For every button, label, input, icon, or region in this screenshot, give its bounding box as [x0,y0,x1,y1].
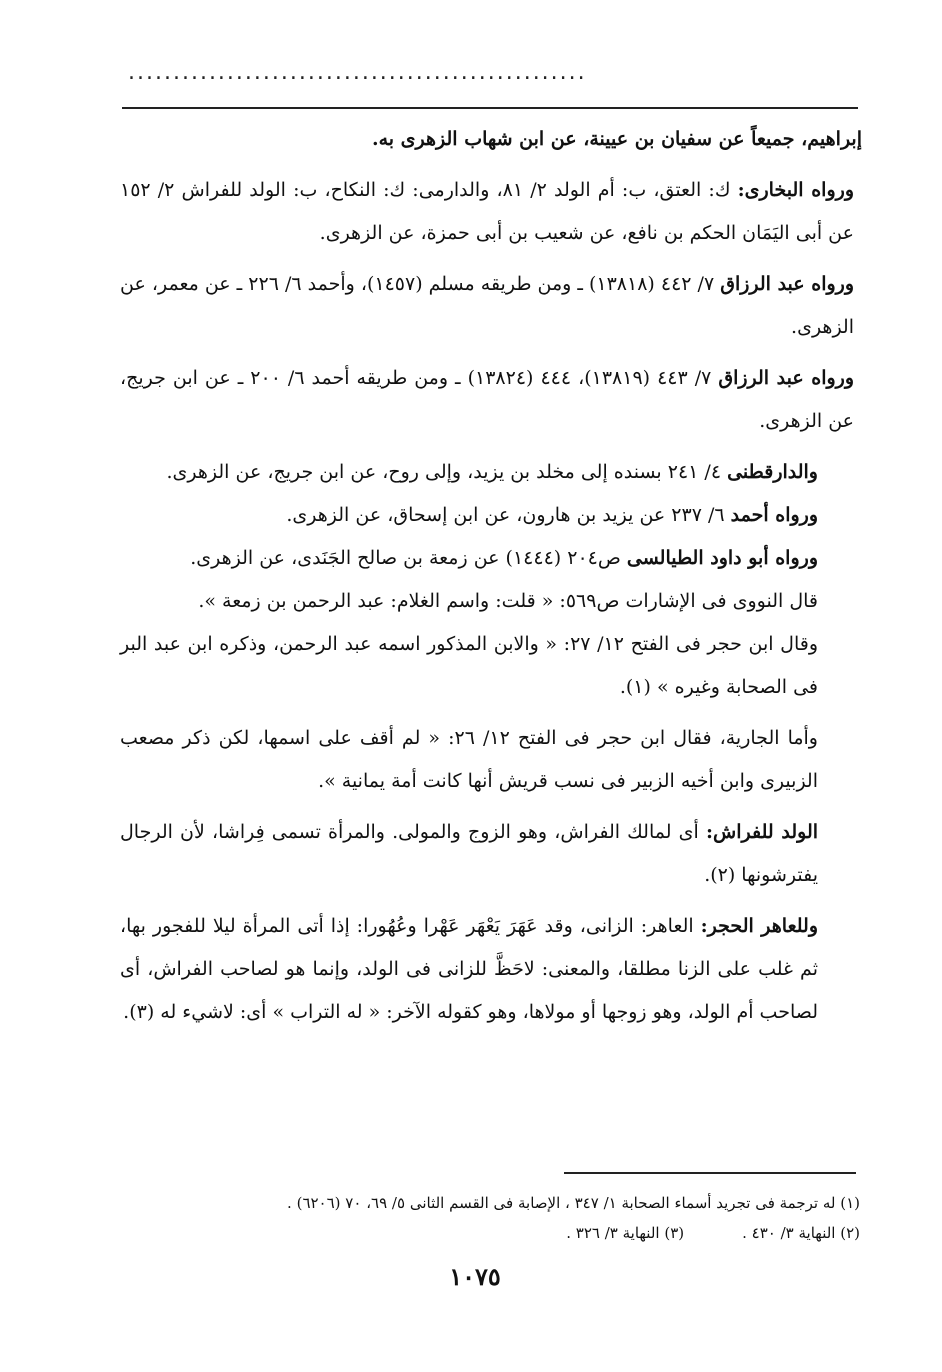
footnotes [140,1188,860,1248]
paragraph-5-text: ٤/ ٢٤١ بسنده إلى مخلد بن يزيد، وإلى روح، عن ابن جريج، عن الزهرى. [166,461,728,483]
main-text [120,118,862,1042]
paragraph-7 [120,537,862,580]
paragraph-5 [120,451,862,494]
paragraph-6 [120,494,862,537]
footnote-1: (١) له ترجمة فى تجريد أسماء الصحابة ١/ ٣٤٧ ، الإصابة فى القسم الثانى ٥/ ٦٩، ٧٠ (٦٢٠٦) . [287,1194,860,1212]
paragraph-11-text: أى لمالك الفراش، وهو الزوج والمولى. والمرأة تسمى فِراشا، لأن الرجال يفترشونها (٢). [120,821,818,886]
paragraph-2-lead: ورواه البخارى: [737,179,854,201]
paragraph-11 [120,811,862,897]
paragraph-12-text: العاهر: الزانى، وقد عَهَرَ يَعْهَر عَهْرا وعُهُورا: إذا أتى المرأة ليلا للفجور بها، ثم غلب على الزنا مطلقا، والمعنى: لاحَظَّ للزانى فى الولد، وإنما هو لصاحب الفراش، أى لصاحب أم الولد، وهو زوجها أو مولاها، وهو كقوله الآخر: « له التراب » أى: لاشيء له (٣). [120,915,818,1023]
page-number: ١٠٧٥ [449,1262,501,1291]
paragraph-4 [120,357,862,443]
footnote-row-2 [140,1218,860,1248]
paragraph-1-text: إبراهيم، جميعاً عن سفيان بن عيينة، عن ابن شهاب الزهرى به. [371,128,862,150]
header-dotted-line: ................................................... [128,60,587,85]
paragraph-3-text: ٧/ ٤٤٢ (١٣٨١٨) ـ ومن طريقه مسلم (١٤٥٧)، وأحمد ٦/ ٢٢٦ ـ عن معمر، عن الزهرى. [120,273,854,338]
paragraph-12 [120,905,862,1034]
paragraph-4-text: ٧/ ٤٤٣ (١٣٨١٩)، ٤٤٤ (١٣٨٢٤) ـ ومن طريقه أحمد ٦/ ٢٠٠ ـ عن ابن جريج، عن الزهرى. [120,367,854,432]
paragraph-3 [120,263,862,349]
paragraph-12-lead: وللعاهر الحجر: [700,915,819,937]
paragraph-6-text: ٦/ ٢٣٧ عن يزيد بن هارون، عن ابن إسحاق، عن الزهرى. [286,504,731,526]
footnote-3: (٣) النهاية ٣/ ٣٢٦ . [566,1224,685,1242]
paragraph-9 [120,623,862,709]
paragraph-4-lead: ورواه عبد الرزاق [718,367,855,389]
paragraph-2-text: ك: العتق، ب: أم الولد ٢/ ٨١، والدارمى: ك: النكاح، ب: الولد للفراش ٢/ ١٥٢ عن أبى اليَمَان الحكم بن نافع، عن شعيب بن أبى حمزة، عن الزهرى. [120,179,854,244]
paragraph-5-lead: والدارقطنى [727,461,818,483]
paragraph-8 [120,580,862,623]
paragraph-10 [120,717,862,803]
paragraph-7-text: ص٢٠٤ (١٤٤٤) عن زمعة بن صالح الجَنَدى، عن الزهرى. [190,547,627,569]
paragraph-9-text: وقال ابن حجر فى الفتح ١٢/ ٢٧: « والابن المذكور اسمه عبد الرحمن، وذكره ابن عبد البر فى الصحابة وغيره » (١). [120,633,819,698]
header-rule [122,107,858,109]
paragraph-2 [120,169,862,255]
paragraph-7-lead: ورواه أبو داود الطيالسى [626,547,818,569]
footnote-rule [564,1172,856,1174]
paragraph-3-lead: ورواه عبد الرزاق [720,273,855,295]
paragraph-6-lead: ورواه أحمد [730,504,818,526]
footnote-2: (٢) النهاية ٣/ ٤٣٠ . [742,1224,860,1242]
paragraph-11-lead: الولد للفراش: [705,821,819,843]
paragraph-1 [120,118,862,161]
paragraph-8-text: قال النووى فى الإشارات ص٥٦٩: « قلت: واسم الغلام: عبد الرحمن بن زمعة ». [198,590,818,612]
paragraph-10-text: وأما الجارية، فقال ابن حجر فى الفتح ١٢/ ٢٦: « لم أقف على اسمها، لكن ذكر مصعب الزبيرى وابن أخيه الزبير فى نسب قريش أنها كانت أمة يمانية ». [120,727,818,792]
